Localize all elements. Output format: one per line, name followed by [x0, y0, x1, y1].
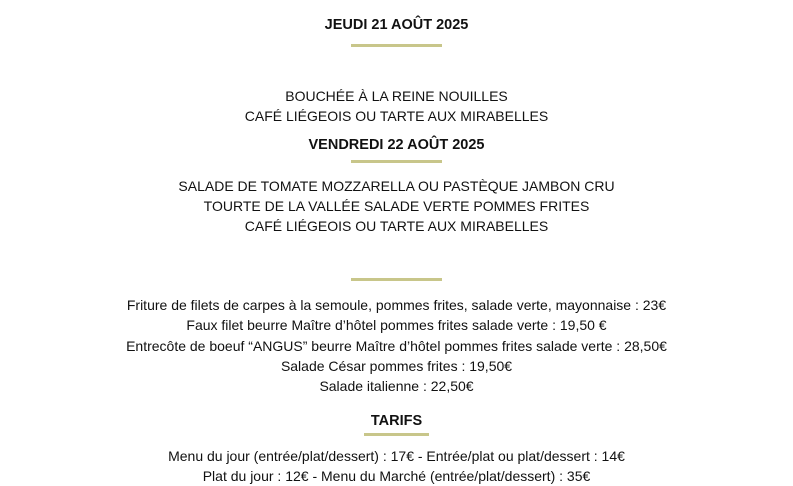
carte-item: Entrecôte de boeuf “ANGUS” beurre Maître d’hôtel pommes frites salade verte : 28,50€: [126, 338, 667, 354]
divider: [351, 44, 442, 47]
carte-item: Salade italienne : 22,50€: [319, 378, 474, 394]
menu-item: TOURTE DE LA VALLÉE SALADE VERTE POMMES FRITES: [203, 198, 590, 214]
divider: [351, 160, 442, 163]
carte-item: Friture de filets de carpes à la semoule, pommes frites, salade verte, mayonnaise : 23€: [126, 297, 667, 313]
carte-item: Salade César pommes frites : 19,50€: [280, 358, 513, 374]
tarifs-heading: TARIFS: [370, 413, 423, 429]
day-heading-vendredi: VENDREDI 22 AOÛT 2025: [308, 137, 485, 153]
carte-item: Faux filet beurre Maître d’hôtel pommes frites salade verte : 19,50 €: [186, 317, 607, 333]
divider: [364, 433, 429, 436]
tarif-line: Plat du jour : 12€ - Menu du Marché (entrée/plat/dessert) : 35€: [202, 468, 591, 484]
menu-item: CAFÉ LIÉGEOIS OU TARTE AUX MIRABELLES: [244, 108, 549, 124]
tarif-line: Menu du jour (entrée/plat/dessert) : 17€ - Entrée/plat ou plat/dessert : 14€: [168, 448, 625, 464]
menu-item: BOUCHÉE À LA REINE NOUILLES: [285, 88, 508, 104]
day-heading-jeudi: JEUDI 21 AOÛT 2025: [324, 17, 469, 33]
divider: [351, 278, 442, 281]
menu-item: CAFÉ LIÉGEOIS OU TARTE AUX MIRABELLES: [244, 218, 549, 234]
menu-item: SALADE DE TOMATE MOZZARELLA OU PASTÈQUE JAMBON CRU: [178, 178, 615, 194]
